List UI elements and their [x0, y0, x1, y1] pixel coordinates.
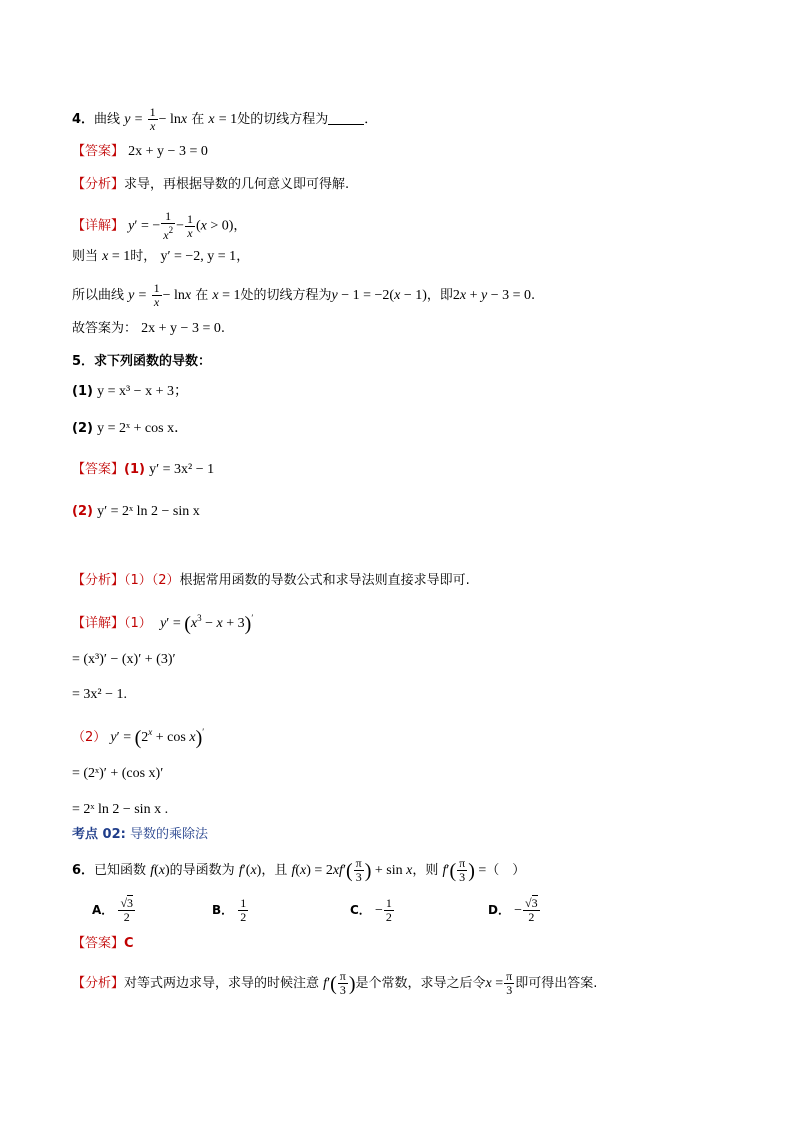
q5-part1: (1) y = x³ − x + 3；: [72, 384, 188, 399]
q4-answer: 【答案】 2x + y − 3 = 0: [72, 144, 208, 159]
q5-part2: (2) y = 2ˣ + cos x．: [72, 421, 189, 436]
q5-detail-2-result: = 2ˣ ln 2 − sin x .: [72, 802, 169, 817]
q5-analysis: 【分析】（1）（2）根据常用函数的导数公式和求导法则直接求导即可.: [72, 573, 470, 588]
q5-title: 5．求下列函数的导数：: [72, 354, 212, 369]
q4-stem: 4．曲线 y = $\frac{1}{x}$ − lnx 在 x = 1处的切线方程为 ．: [72, 105, 378, 133]
q5-detail-1-result: = 3x² − 1.: [72, 687, 127, 702]
q5-detail-2-step: = (2ˣ)′ + (cos x)′: [72, 766, 164, 781]
q4-detail: 【详解】 y′ = − $\frac{1}{x^2}$ − $\frac{1}{x}$ (x > 0)，: [72, 209, 247, 242]
option-c[interactable]: C． − $\frac{1}{2}$: [350, 896, 392, 924]
q6-answer: 【答案】C: [72, 936, 134, 951]
option-b[interactable]: B． $\frac{1}{2}$: [212, 896, 247, 924]
q6-stem: 6．已知函数 f(x)的导函数为 f′(x)，且 f(x) = 2xf′( $\frac{\pi}{3}$ ) + sin x，则 f′( $\frac{\pi}{3}$ ) =（ ）: [72, 856, 526, 884]
q4-analysis: 【分析】求导，再根据导数的几何意义即可得解.: [72, 177, 350, 192]
q5-detail-1: 【详解】（1） $y' = (x^3 - x + 3)'$: [72, 613, 254, 635]
q5-answer-2: (2) y′ = 2ˣ ln 2 − sin x: [72, 504, 200, 519]
q5-detail-1-step: = (x³)′ − (x)′ + (3)′: [72, 652, 176, 667]
q4-so: 所以曲线 y = $\frac{1}{x}$ − lnx 在 x = 1处的切线方程为y − 1 = −2(x − 1)，即2x + y − 3 = 0.: [72, 281, 536, 309]
q5-answer: 【答案】(1) y′ = 3x² − 1: [72, 462, 215, 477]
q5-detail-2: （2） $y' = (2^x + \cos x)'$: [72, 727, 205, 749]
q4-when: 则当 x = 1时， y′ = −2, y = 1，: [72, 249, 250, 264]
q4-number: 4．: [72, 112, 95, 127]
option-a[interactable]: A． $\frac{√3}{2}$: [92, 896, 134, 924]
q4-final: 故答案为： 2x + y − 3 = 0.: [72, 321, 225, 336]
answer-blank: [328, 112, 364, 125]
q6-analysis: 【分析】对等式两边求导，求导的时候注意 f′( $\frac{\pi}{3}$ )是个常数，求导之后令x = $\frac{\pi}{3}$ 即可得出答案.: [72, 969, 598, 997]
option-d[interactable]: D． − $\frac{√3}{2}$: [488, 896, 538, 924]
section-heading: 考点 02: 导数的乘除法: [72, 827, 208, 842]
